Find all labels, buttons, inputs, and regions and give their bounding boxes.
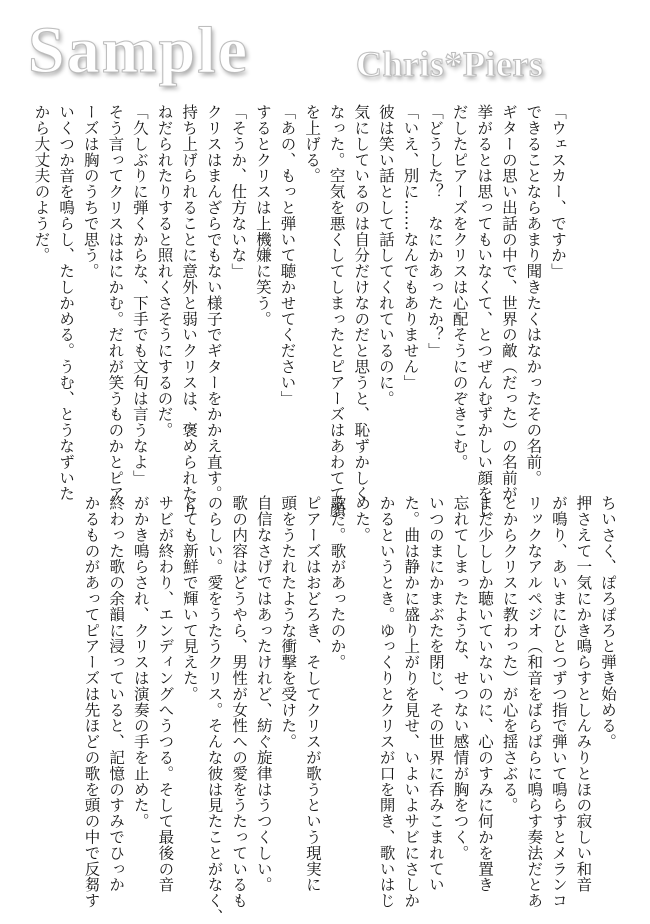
text-line: 持ち上げられることに意外と弱いクリスは、褒められたり — [180, 104, 199, 518]
text-line: ーズは胸のうちで思う。 — [81, 104, 100, 279]
text-column-top — [32, 104, 570, 518]
text-line: 「いえ、別に……なんでもありません」 — [401, 104, 420, 391]
text-line: とからクリスに教わった）が心を揺さぶる。 — [500, 495, 519, 813]
text-column-bottom — [68, 495, 620, 924]
text-line: するとクリスは上機嫌に笑う。 — [253, 104, 272, 327]
watermark-author: Chris*Piers — [356, 44, 544, 84]
text-line: 押さえて一気にかき鳴らすとしんみりとほの寂しい和音 — [574, 495, 593, 893]
text-line: リックなアルペジオ（和音をばらばらに鳴らす奏法だとあ — [525, 495, 544, 909]
text-line: 気にしているのは自分だけなのだと思うと、恥ずかしく — [352, 104, 371, 502]
text-line: かるというとき。ゆっくりとクリスが口を開き、歌いはじ — [377, 495, 396, 909]
text-line: から大丈夫のようだ。 — [32, 104, 51, 263]
text-line: 歌の内容はどうやら、男性が女性への愛をうたっているも — [230, 495, 249, 909]
text-line: 頭をうたれたような衝撃を受けた。 — [279, 495, 298, 750]
text-line: ねだられたりすると照れくさそうにするのだ。 — [155, 104, 174, 438]
text-line: 彼は笑い話として話してくれているのに。 — [376, 104, 395, 407]
text-line: だしたピアーズをクリスは心配そうにのぞきこむ。 — [450, 104, 469, 470]
text-line: サビが終わり、エンディングへうつる。そして最後の音 — [156, 495, 175, 893]
watermark-sample: Sample — [28, 14, 250, 87]
text-line: 「久しぶりに弾くからな、下手でも文句は言うなよ」 — [130, 104, 149, 486]
text-line: 終わった歌の余韻に浸っていると、記憶のすみでひっか — [107, 495, 126, 893]
text-line: できることならあまり聞きたくはなかったその名前。 — [524, 104, 543, 486]
text-line: を上げる。 — [303, 104, 322, 184]
text-line: が鳴り、あいまにひとつずつ指で弾いて鳴らすとメランコ — [549, 495, 568, 909]
text-line: ちいさく、ぽろぽろと弾き始める。 — [599, 495, 617, 750]
text-line: かるものがあってピアーズは先ほどの歌を頭の中で反芻す — [82, 495, 101, 909]
text-line: いつのまにかまぶたを閉じ、その世界に呑みこまれてい — [426, 495, 445, 893]
text-line: そう言ってクリスははにかむ。だれが笑うものかとピア — [106, 104, 125, 502]
text-line: とても新鮮で輝いて見えた。 — [180, 495, 199, 702]
text-line: ピアーズはおどろき、そしてクリスが歌うという現実に — [303, 495, 322, 893]
text-line: ギターの思い出話の中で、世界の敵（だった）の名前が — [499, 104, 518, 502]
text-line: た。曲は静かに盛り上がりを見せ、いよいよサビにさしか — [402, 495, 421, 909]
text-line: なった。空気を悪くしてしまったとピアーズはあわてて顔 — [327, 104, 346, 518]
text-line: めた。 — [353, 495, 372, 543]
text-line: 「そうか、仕方ないな」 — [229, 104, 248, 279]
text-line: いくつか音を鳴らし、たしかめる。うむ、とうなずいた — [57, 104, 76, 502]
text-line: 「ウェスカー、ですか」 — [549, 104, 567, 279]
text-line: 挙がるとは思ってもいなくて、とつぜんむずかしい顔をし — [475, 104, 494, 518]
text-line: がかき鳴らされ、クリスは演奏の手を止めた。 — [131, 495, 150, 829]
text-line: 「あの、もっと弾いて聴かせてください」 — [278, 104, 297, 407]
text-line: クリスはまんざらでもない様子でギターをかかえ直す。 — [204, 104, 223, 502]
text-line: 歌だ。歌があったのか。 — [328, 495, 347, 670]
text-line: 「どうした？ なにかあったか？」 — [426, 104, 445, 359]
text-line: のらしい。愛をうたうクリス。そんな彼は見たことがなく、 — [205, 495, 224, 924]
text-line: 自信なさげではあったけれど、紡ぐ旋律はうつくしい。 — [254, 495, 273, 893]
text-line: 忘れてしまったような、せつない感情が胸をつく。 — [451, 495, 470, 861]
text-line: まだ少ししか聴いていないのに、心のすみに何かを置き — [476, 495, 495, 893]
